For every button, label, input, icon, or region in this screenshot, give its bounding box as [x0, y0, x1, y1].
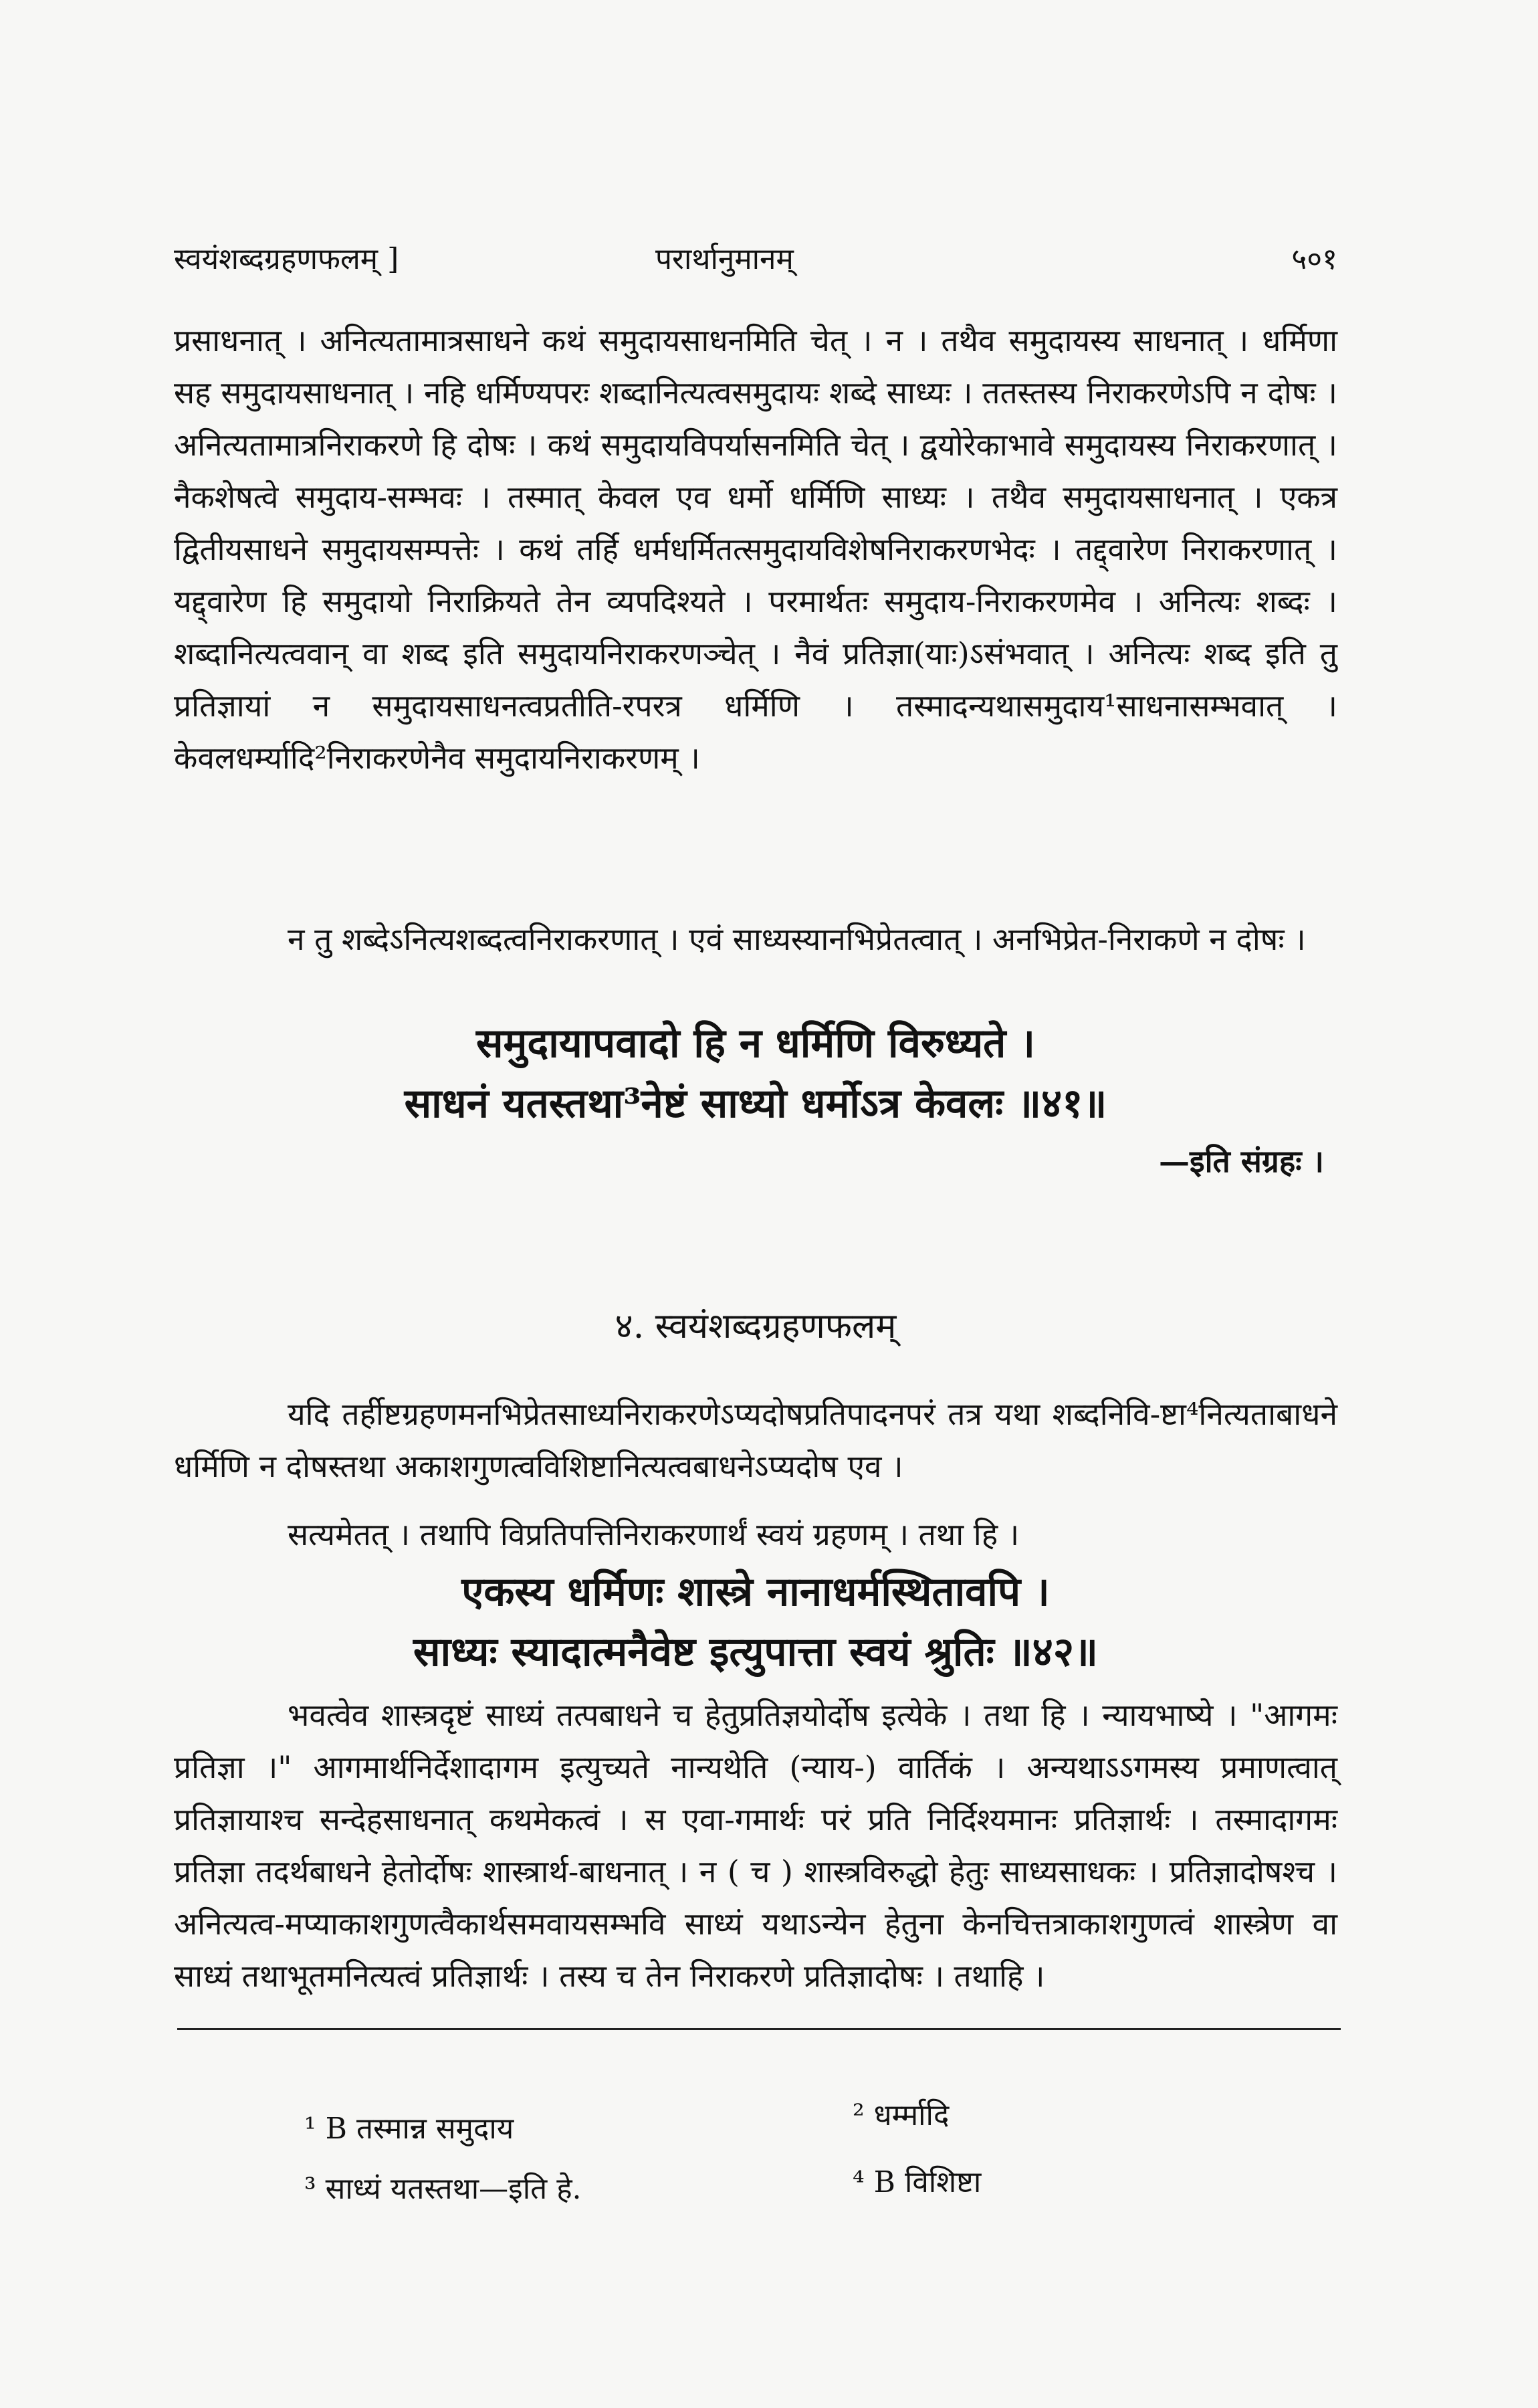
verse-41-attribution: —इति संग्रहः ।: [1159, 1143, 1324, 1179]
footnote-2: ² धर्म्मादि: [853, 2098, 950, 2132]
paragraph-5: भवत्वेव शास्त्रदृष्टं साध्यं तत्पबाधने च हेतुप्रतिज्ञयोर्दोष इत्येके । तथा हि । न्यायभाष्ये । "आगमः प्रतिज्ञा ।" आगमार्थनिर्देशादागम इत्युच्यते नान्यथेति (न्याय-) वार्तिकं । अन्यथाऽऽगमस्य प्रमाणत्वात् प्रतिज्ञायाश्च सन्देहसाधनात् कथमेकत्वं । स एवा-गमार्थः परं प्रति निर्दिश्यमानः प्रतिज्ञार्थः । तस्मादागमः प्रतिज्ञा तदर्थबाधने हेतोर्दोषः शास्त्रार्थ-बाधनात् । न ( च ) शास्त्रविरुद्धो हेतुः साध्यसाधकः । प्रतिज्ञादोषश्च । अनित्यत्व-मप्याकाशगुणत्वैकार्थसमवायसम्भवि साध्यं यथाऽन्येन हेतुना केनचित्तत्राकाशगुणत्वं शास्त्रेण वा साध्यं तथाभूतमनित्यत्वं प्रतिज्ञार्थः । तस्य च तेन निराकरणे प्रतिज्ञादोषः । तथाहि ।: [174, 1697, 1337, 1994]
paragraph-4: सत्यमेतत् । तथापि विप्रतिपत्तिनिराकरणार्थं स्वयं ग्रहणम् । तथा हि ।: [288, 1516, 1020, 1552]
main-text-block-1: [174, 314, 1337, 784]
paragraph-3: यदि तर्हीष्टग्रहणमनभिप्रेतसाध्यनिराकरणेऽप्यदोषप्रतिपादनपरं तत्र यथा शब्दनिवि-ष्टा⁴नित्यताबाधने धर्मिणि न दोषस्तथा अकाशगुणत्वविशिष्टानित्यत्वबाधनेऽप्यदोष एव ।: [174, 1396, 1337, 1484]
header-section-title: स्वयंशब्दग्रहणफलम् ]: [174, 242, 399, 276]
verse-41: [174, 1013, 1337, 1185]
paragraph-1: प्रसाधनात् । अनित्यतामात्रसाधने कथं समुदायसाधनमिति चेत् । न । तथैव समुदायस्य साधनात् । धर्मिणा सह समुदायसाधनात् । नहि धर्मिण्यपरः शब्दानित्यत्वसमुदायः शब्दे साध्यः । ततस्तस्य निराकरणेऽपि न दोषः । अनित्यतामात्रनिराकरणे हि दोषः । कथं समुदायविपर्यासनमिति चेत् । द्वयोरेकाभावे समुदायस्य निराकरणात् । नैकशेषत्वे समुदाय-सम्भवः । तस्मात् केवल एव धर्मो धर्मिणि साध्यः । तथैव समुदायसाधनात् । एकत्र द्वितीयसाधने समुदायसम्पत्तेः । कथं तर्हि धर्मधर्मितत्समुदायविशेषनिराकरणभेदः । तद्द्वारेण निराकरणात् । यद्द्वारेण हि समुदायो निराक्रियते तेन व्यपदिश्यते । परमार्थतः समुदाय-निराकरणमेव । अनित्यः शब्दः । शब्दानित्यत्ववान् वा शब्द इति समुदायनिराकरणञ्चेत् । नैवं प्रतिज्ञा(याः)ऽसंभवात् । अनित्यः शब्द इति तु प्रतिज्ञायां न समुदायसाधनत्वप्रतीति-रपरत्र धर्मिणि । तस्मादन्यथासमुदाय¹साधनासम्भवात् । केवलधर्म्यादि²निराकरणेनैव समुदायनिराकरणम् ।: [174, 322, 1337, 776]
running-header: [174, 237, 1337, 284]
main-text-block-5: [174, 1689, 1337, 2002]
header-chapter-title: परार्थानुमानम्: [655, 242, 794, 276]
section-title: ४. स्वयंशब्दग्रहणफलम्: [615, 1306, 897, 1346]
main-text-block-4: [174, 1508, 1337, 1561]
main-text-block-3: [174, 1388, 1337, 1492]
page-number: ५०१: [1291, 242, 1337, 276]
verse-42-line-2: साध्यः स्यादात्मनैवेष्ट इत्युपात्ता स्वयं श्रुतिः ॥४२॥: [413, 1629, 1098, 1676]
verse-41-line-1: समुदायापवादो हि न धर्मिणि विरुध्यते ।: [475, 1020, 1036, 1067]
verse-42: [174, 1562, 1337, 1682]
footnote-3: ³ साध्यं यतस्तथा—इति हे.: [304, 2172, 582, 2206]
footnote-4: ⁴ B विशिष्टा: [853, 2165, 982, 2199]
footnote-1: ¹ B तस्मान्न समुदाय: [304, 2112, 514, 2146]
footnote-divider: [177, 2028, 1341, 2030]
paragraph-2: न तु शब्देऽनित्यशब्दत्वनिराकरणात् । एवं साध्यस्यानभिप्रेतत्वात् । अनभिप्रेत-निराकणे न दोषः ।: [288, 921, 1306, 957]
main-text-block-2: [174, 913, 1337, 965]
verse-42-line-1: एकस्य धर्मिणः शास्त्रे नानाधर्मस्थितावपि ।: [461, 1569, 1050, 1615]
verse-41-line-2: साधनं यतस्तथा³नेष्टं साध्यो धर्मोऽत्र केवलः ॥४१॥: [404, 1080, 1107, 1127]
